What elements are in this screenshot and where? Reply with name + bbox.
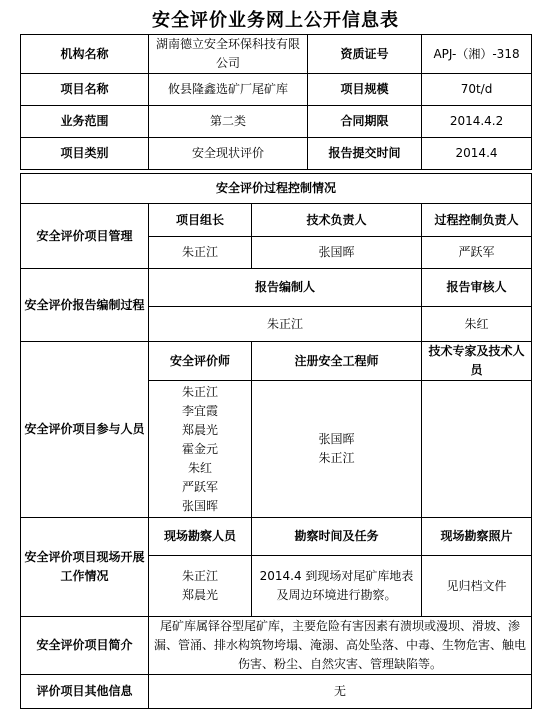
participants-label: 安全评价项目参与人员 (21, 342, 149, 518)
evaluator-label: 安全评价师 (149, 342, 252, 381)
surveyor-label: 现场勘察人员 (149, 518, 252, 556)
tech-lead-label: 技术负责人 (252, 204, 422, 237)
other-label: 评价项目其他信息 (21, 675, 149, 709)
summary-row (21, 617, 532, 675)
page-title: 安全评价业务网上公开信息表 (152, 10, 399, 31)
mgmt-label: 安全评价项目管理 (21, 204, 149, 269)
summary-label: 安全评价项目简介 (21, 617, 149, 675)
engineer-list: 张国晖 朱正江 (252, 381, 422, 518)
cert-label: 资质证号 (308, 35, 422, 74)
survey-photo-label: 现场勘察照片 (422, 518, 532, 556)
scale-label: 项目规模 (308, 74, 422, 106)
summary-text: 尾矿库属铎谷型尾矿库，主要危险有害因素有溃坝或漫坝、滑坡、渗漏、管涌、排水构筑物垮塌、淹溺、高处坠落、中毒、生物危害、触电伤害、粉尘、自然灾害、管理缺陷等。 (149, 617, 532, 675)
project-name-value: 攸县隆鑫选矿厂尾矿库 (149, 74, 308, 106)
info-table (20, 34, 532, 709)
contract-value: 2014.4.2 (422, 106, 532, 138)
org-name-value: 湖南德立安全环保科技有限公司 (149, 35, 308, 74)
report-author-value: 朱正江 (149, 307, 422, 342)
report-author-label: 报告编制人 (149, 269, 422, 307)
other-value: 无 (149, 675, 532, 709)
tech-lead-value: 张国晖 (252, 237, 422, 269)
report-time-label: 报告提交时间 (308, 138, 422, 170)
process-lead-label: 过程控制负责人 (422, 204, 532, 237)
expert-list (422, 381, 532, 518)
report-time-value: 2014.4 (422, 138, 532, 170)
process-header-row (21, 174, 532, 204)
mgmt-row (21, 204, 532, 237)
leader-label: 项目组长 (149, 204, 252, 237)
survey-time-label: 勘察时间及任务 (252, 518, 422, 556)
expert-label: 技术专家及技术人员 (422, 342, 532, 381)
report-row (21, 269, 532, 307)
project-row (21, 74, 532, 106)
leader-value: 朱正江 (149, 237, 252, 269)
contract-label: 合同期限 (308, 106, 422, 138)
report-reviewer-label: 报告审核人 (422, 269, 532, 307)
scope-value: 第二类 (149, 106, 308, 138)
process-header: 安全评价过程控制情况 (21, 174, 532, 204)
org-name-label: 机构名称 (21, 35, 149, 74)
scope-label: 业务范围 (21, 106, 149, 138)
survey-photo-value: 见归档文件 (422, 556, 532, 617)
category-row (21, 138, 532, 170)
report-reviewer-value: 朱红 (422, 307, 532, 342)
survey-task: 2014.4 到现场对尾矿库地表及周边环境进行勘察。 (252, 556, 422, 617)
evaluator-list: 朱正江 李宜霞 郑晨光 霍金元 朱红 严跃军 张国晖 (149, 381, 252, 518)
report-label: 安全评价报告编制过程 (21, 269, 149, 342)
org-row (21, 35, 532, 74)
other-row (21, 675, 532, 709)
site-label: 安全评价项目现场开展工作情况 (21, 518, 149, 617)
process-lead-value: 严跃军 (422, 237, 532, 269)
engineer-label: 注册安全工程师 (252, 342, 422, 381)
scope-row (21, 106, 532, 138)
scale-value: 70t/d (422, 74, 532, 106)
category-label: 项目类别 (21, 138, 149, 170)
project-name-label: 项目名称 (21, 74, 149, 106)
site-row (21, 518, 532, 556)
participants-row (21, 342, 532, 381)
surveyor-list: 朱正江 郑晨光 (149, 556, 252, 617)
category-value: 安全现状评价 (149, 138, 308, 170)
cert-value: APJ-（湘）-318 (422, 35, 532, 74)
